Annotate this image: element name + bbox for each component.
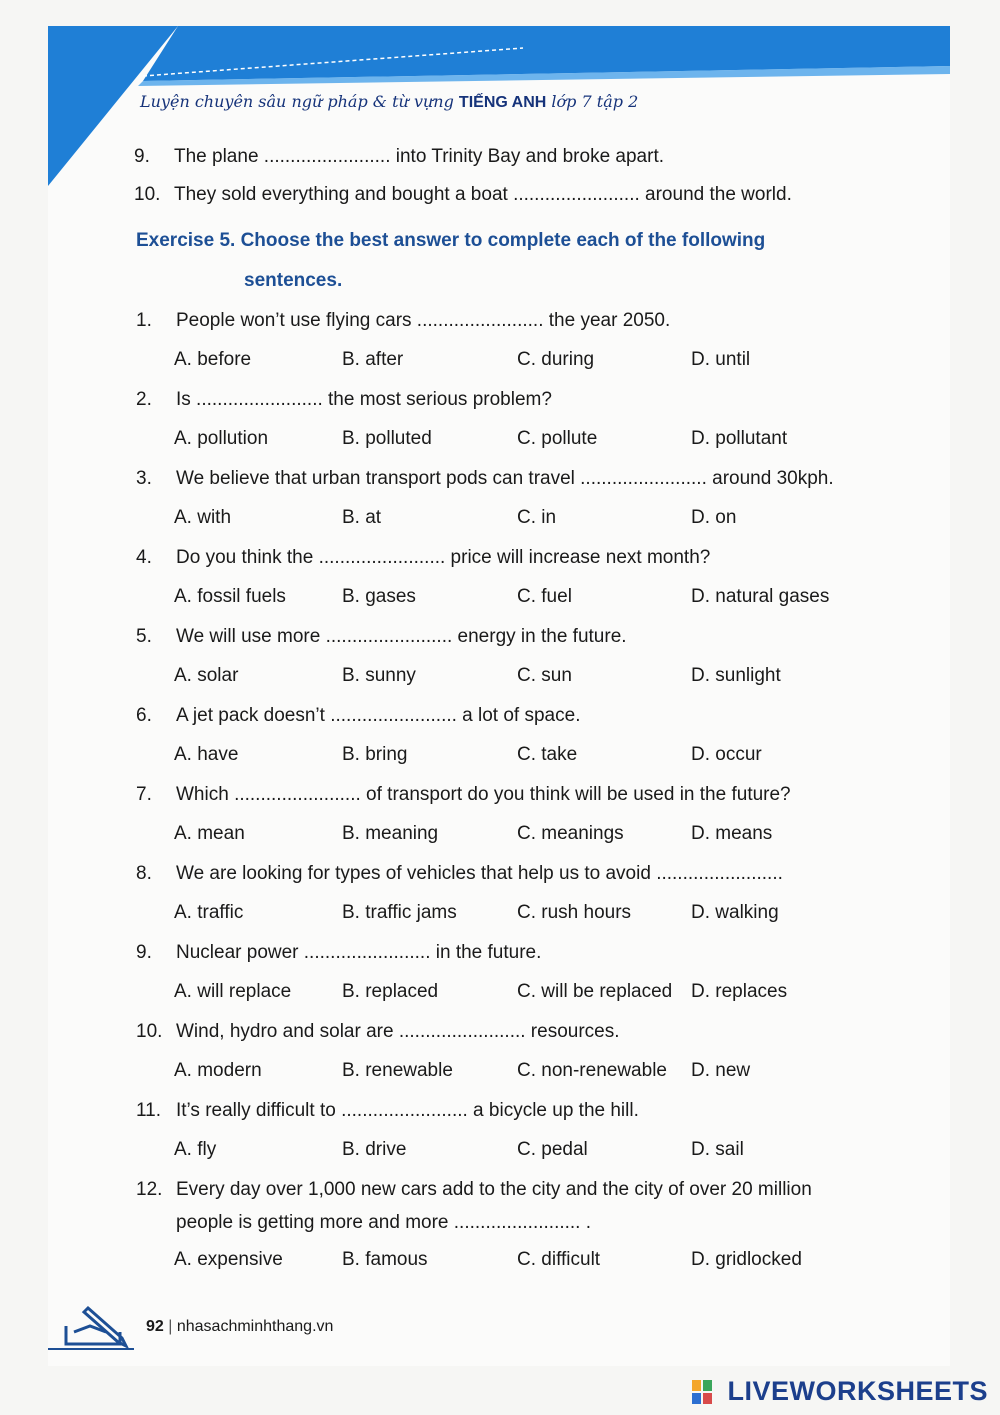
question-number: 9. [136,942,152,963]
answer-option[interactable]: A. solar [174,665,239,686]
header-title-suffix: lớp 7 tập 2 [551,92,639,111]
answer-option[interactable]: A. with [174,507,232,528]
header-title-bold: TIẾNG ANH [458,94,547,111]
answer-option[interactable]: D. pollutant [691,428,788,449]
exercise-title: Exercise 5. Choose the best answer to complete each of the following [136,230,766,251]
answer-option[interactable]: A. modern [174,1060,262,1081]
answer-option[interactable]: D. new [691,1060,751,1081]
answer-option[interactable]: D. natural gases [691,586,830,607]
answer-option[interactable]: B. after [342,349,404,370]
answer-option[interactable]: C. sun [517,665,572,686]
answer-option[interactable]: C. take [517,744,578,765]
question-text: Every day over 1,000 new cars add to the city and the city of over 20 million [176,1179,812,1200]
answer-option[interactable]: A. expensive [174,1249,283,1270]
answer-option[interactable]: A. pollution [174,428,269,449]
answer-option[interactable]: B. replaced [342,981,439,1002]
question-text: We will use more ........................ energy in the future. [176,626,627,647]
footer-separator: | [168,1318,173,1335]
footer-site: nhasachminhthang.vn [176,1318,334,1335]
answer-option[interactable]: B. meaning [342,823,439,844]
question-number: 1. [136,310,152,331]
question-text: Is ........................ the most serious problem? [176,389,552,410]
answer-option[interactable]: B. bring [342,744,408,765]
answer-option[interactable]: C. during [517,349,595,370]
pencil-book-icon [60,1302,136,1352]
answer-option[interactable]: D. until [691,349,751,370]
answer-option[interactable]: B. sunny [342,665,416,686]
question-number: 4. [136,547,152,568]
answer-option[interactable]: C. difficult [517,1249,601,1270]
answer-option[interactable]: C. meanings [517,823,624,844]
answer-option[interactable]: C. rush hours [517,902,632,923]
header-title-prefix: Luyện chuyên sâu ngữ pháp & từ vựng [140,92,454,111]
question-text: Do you think the ........................ price will increase next month? [176,547,711,568]
question-number: 8. [136,863,152,884]
question-text: People won’t use flying cars ........................ the year 2050. [176,310,671,331]
item-text: The plane ........................ into Trinity Bay and broke apart. [174,146,665,167]
answer-option[interactable]: B. famous [342,1249,428,1270]
item-number: 10. [134,184,161,205]
answer-option[interactable]: C. non-renewable [517,1060,667,1081]
answer-option[interactable]: B. renewable [342,1060,453,1081]
question-number: 12. [136,1179,163,1200]
answer-option[interactable]: B. gases [342,586,416,607]
answer-option[interactable]: D. sunlight [691,665,781,686]
answer-option[interactable]: C. pollute [517,428,598,449]
page-number: 92 [146,1318,164,1335]
answer-option[interactable]: A. have [174,744,239,765]
question-number: 5. [136,626,152,647]
question-text: Wind, hydro and solar are ........................ resources. [176,1021,620,1042]
answer-option[interactable]: D. walking [691,902,779,923]
answer-option[interactable]: B. at [342,507,382,528]
answer-option[interactable]: D. gridlocked [691,1249,802,1270]
page-header-title [140,92,638,112]
question-text: It’s really difficult to ........................ a bicycle up the hill. [176,1100,639,1121]
answer-option[interactable]: B. drive [342,1139,407,1160]
answer-option[interactable]: C. fuel [517,586,572,607]
question-text: We believe that urban transport pods can travel ........................ around 30kph. [176,468,834,489]
answer-option[interactable]: D. sail [691,1139,744,1160]
answer-option[interactable]: D. replaces [691,981,788,1002]
page [48,26,950,1366]
answer-option[interactable]: A. traffic [174,902,244,923]
liveworksheets-logo-icon [692,1380,712,1404]
item-number: 9. [134,146,150,167]
question-number: 3. [136,468,152,489]
question-number: 10. [136,1021,163,1042]
liveworksheets-watermark: LIVEWORKSHEETS [727,1376,988,1406]
question-number: 7. [136,784,152,805]
question-number: 11. [136,1100,162,1121]
question-number: 2. [136,389,152,410]
answer-option[interactable]: B. traffic jams [342,902,457,923]
answer-option[interactable]: D. means [691,823,773,844]
answer-option[interactable]: C. will be replaced [517,981,673,1002]
question-text: Nuclear power ........................ in the future. [176,942,542,963]
question-text: A jet pack doesn’t ........................ a lot of space. [176,705,581,726]
answer-option[interactable]: A. will replace [174,981,292,1002]
exercise-title-cont: sentences. [244,270,343,291]
answer-option[interactable]: A. mean [174,823,245,844]
question-text-cont: people is getting more and more ........................ . [176,1212,592,1233]
page-footer [146,1318,333,1336]
item-text: They sold everything and bought a boat ........................ around the world. [174,184,792,205]
footer-rule [48,1348,134,1350]
answer-option[interactable]: A. fossil fuels [174,586,286,607]
question-text: Which ........................ of transport do you think will be used in the future? [176,784,791,805]
question-number: 6. [136,705,152,726]
answer-option[interactable]: D. occur [691,744,762,765]
question-text: We are looking for types of vehicles that help us to avoid ........................ [176,863,783,884]
answer-option[interactable]: A. fly [174,1139,217,1160]
answer-option[interactable]: A. before [174,349,252,370]
answer-option[interactable]: C. in [517,507,557,528]
answer-option[interactable]: C. pedal [517,1139,588,1160]
answer-option[interactable]: D. on [691,507,737,528]
answer-option[interactable]: B. polluted [342,428,432,449]
